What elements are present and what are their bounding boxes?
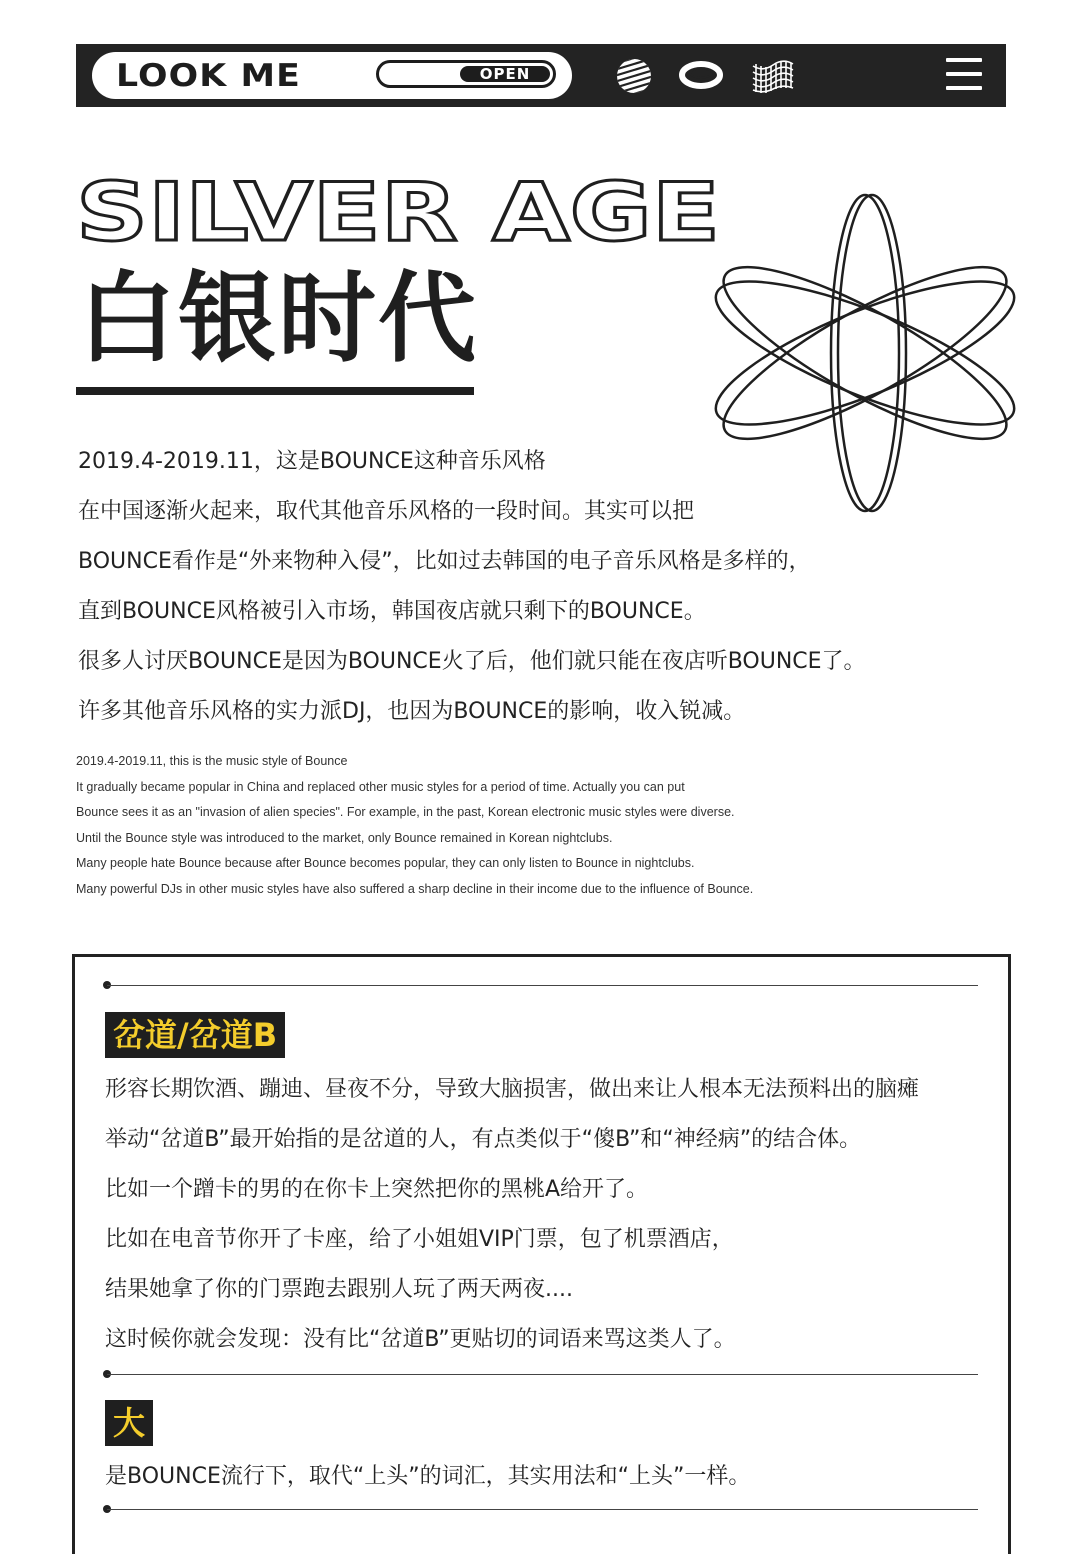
intro-en-line: It gradually became popular in China and replaced other music styles for a period of time. Actually you can put [76, 779, 685, 794]
intro-zh-line: 许多其他音乐风格的实力派DJ，也因为BOUNCE的影响，收入锐减。 [78, 699, 746, 724]
intro-chinese [78, 440, 866, 740]
intro-zh-line: 2019.4-2019.11，这是BOUNCE这种音乐风格 [78, 449, 546, 474]
term-tag: 岔道/岔道B [105, 1012, 285, 1058]
english-title-text: SILVER AGE [76, 172, 720, 252]
term-definition [105, 1455, 750, 1505]
intro-zh-line: 在中国逐渐火起来，取代其他音乐风格的一段时间。其实可以把 [78, 499, 695, 524]
menu-icon[interactable] [946, 58, 982, 94]
term-definition [105, 1068, 919, 1368]
divider [103, 1369, 978, 1379]
brand-logo-text: LOOK ME [116, 58, 302, 94]
ring-icon [678, 60, 724, 90]
intro-zh-line: 很多人讨厌BOUNCE是因为BOUNCE火了后，他们就只能在夜店听BOUNCE了。 [78, 649, 866, 674]
definition-line: 举动“岔道B”最开始指的是岔道的人，有点类似于“傻B”和“神经病”的结合体。 [105, 1127, 862, 1152]
intro-en-line: Bounce sees it as an "invasion of alien species". For example, in the past, Korean electronic music styles were diverse. [76, 805, 735, 820]
intro-zh-line: BOUNCE看作是“外来物种入侵”，比如过去韩国的电子音乐风格是多样的， [78, 549, 811, 574]
chinese-title: 白银时代 [78, 262, 479, 376]
intro-en-line: 2019.4-2019.11, this is the music style of Bounce [76, 754, 348, 768]
definition-line: 结果她拿了你的门票跑去跟别人玩了两天两夜.... [105, 1277, 573, 1302]
brand-pill [92, 52, 572, 99]
intro-en-line: Until the Bounce style was introduced to the market, only Bounce remained in Korean nightclubs. [76, 830, 613, 845]
top-bar [76, 44, 1006, 107]
definition-line: 这时候你就会发现：没有比“岔道B”更贴切的词语来骂这类人了。 [105, 1327, 736, 1352]
divider [103, 1504, 978, 1514]
divider [103, 980, 978, 990]
open-toggle[interactable] [376, 60, 556, 88]
open-button[interactable]: OPEN [460, 66, 550, 82]
wave-mesh-icon [750, 56, 796, 96]
definition-line: 比如一个蹭卡的男的在你卡上突然把你的黑桃A给开了。 [105, 1177, 649, 1202]
term-tag: 大 [105, 1400, 153, 1446]
intro-en-line: Many people hate Bounce because after Bounce becomes popular, they can only listen to Bounce in nightclubs. [76, 856, 695, 871]
definition-line: 形容长期饮酒、蹦迪、昼夜不分，导致大脑损害，做出来让人根本无法预料出的脑瘫 [105, 1077, 920, 1102]
title-underline [76, 387, 474, 395]
definition-line: 比如在电音节你开了卡座，给了小姐姐VIP门票，包了机票酒店， [105, 1227, 734, 1252]
intro-en-line: Many powerful DJs in other music styles have also suffered a sharp decline in their income due to the influence of Bounce. [76, 881, 754, 896]
striped-sphere-icon [614, 56, 654, 96]
intro-english [76, 750, 753, 904]
definition-line: 是BOUNCE流行下，取代“上头”的词汇，其实用法和“上头”一样。 [105, 1464, 751, 1489]
english-title [74, 172, 734, 252]
intro-zh-line: 直到BOUNCE风格被引入市场，韩国夜店就只剩下的BOUNCE。 [78, 599, 706, 624]
